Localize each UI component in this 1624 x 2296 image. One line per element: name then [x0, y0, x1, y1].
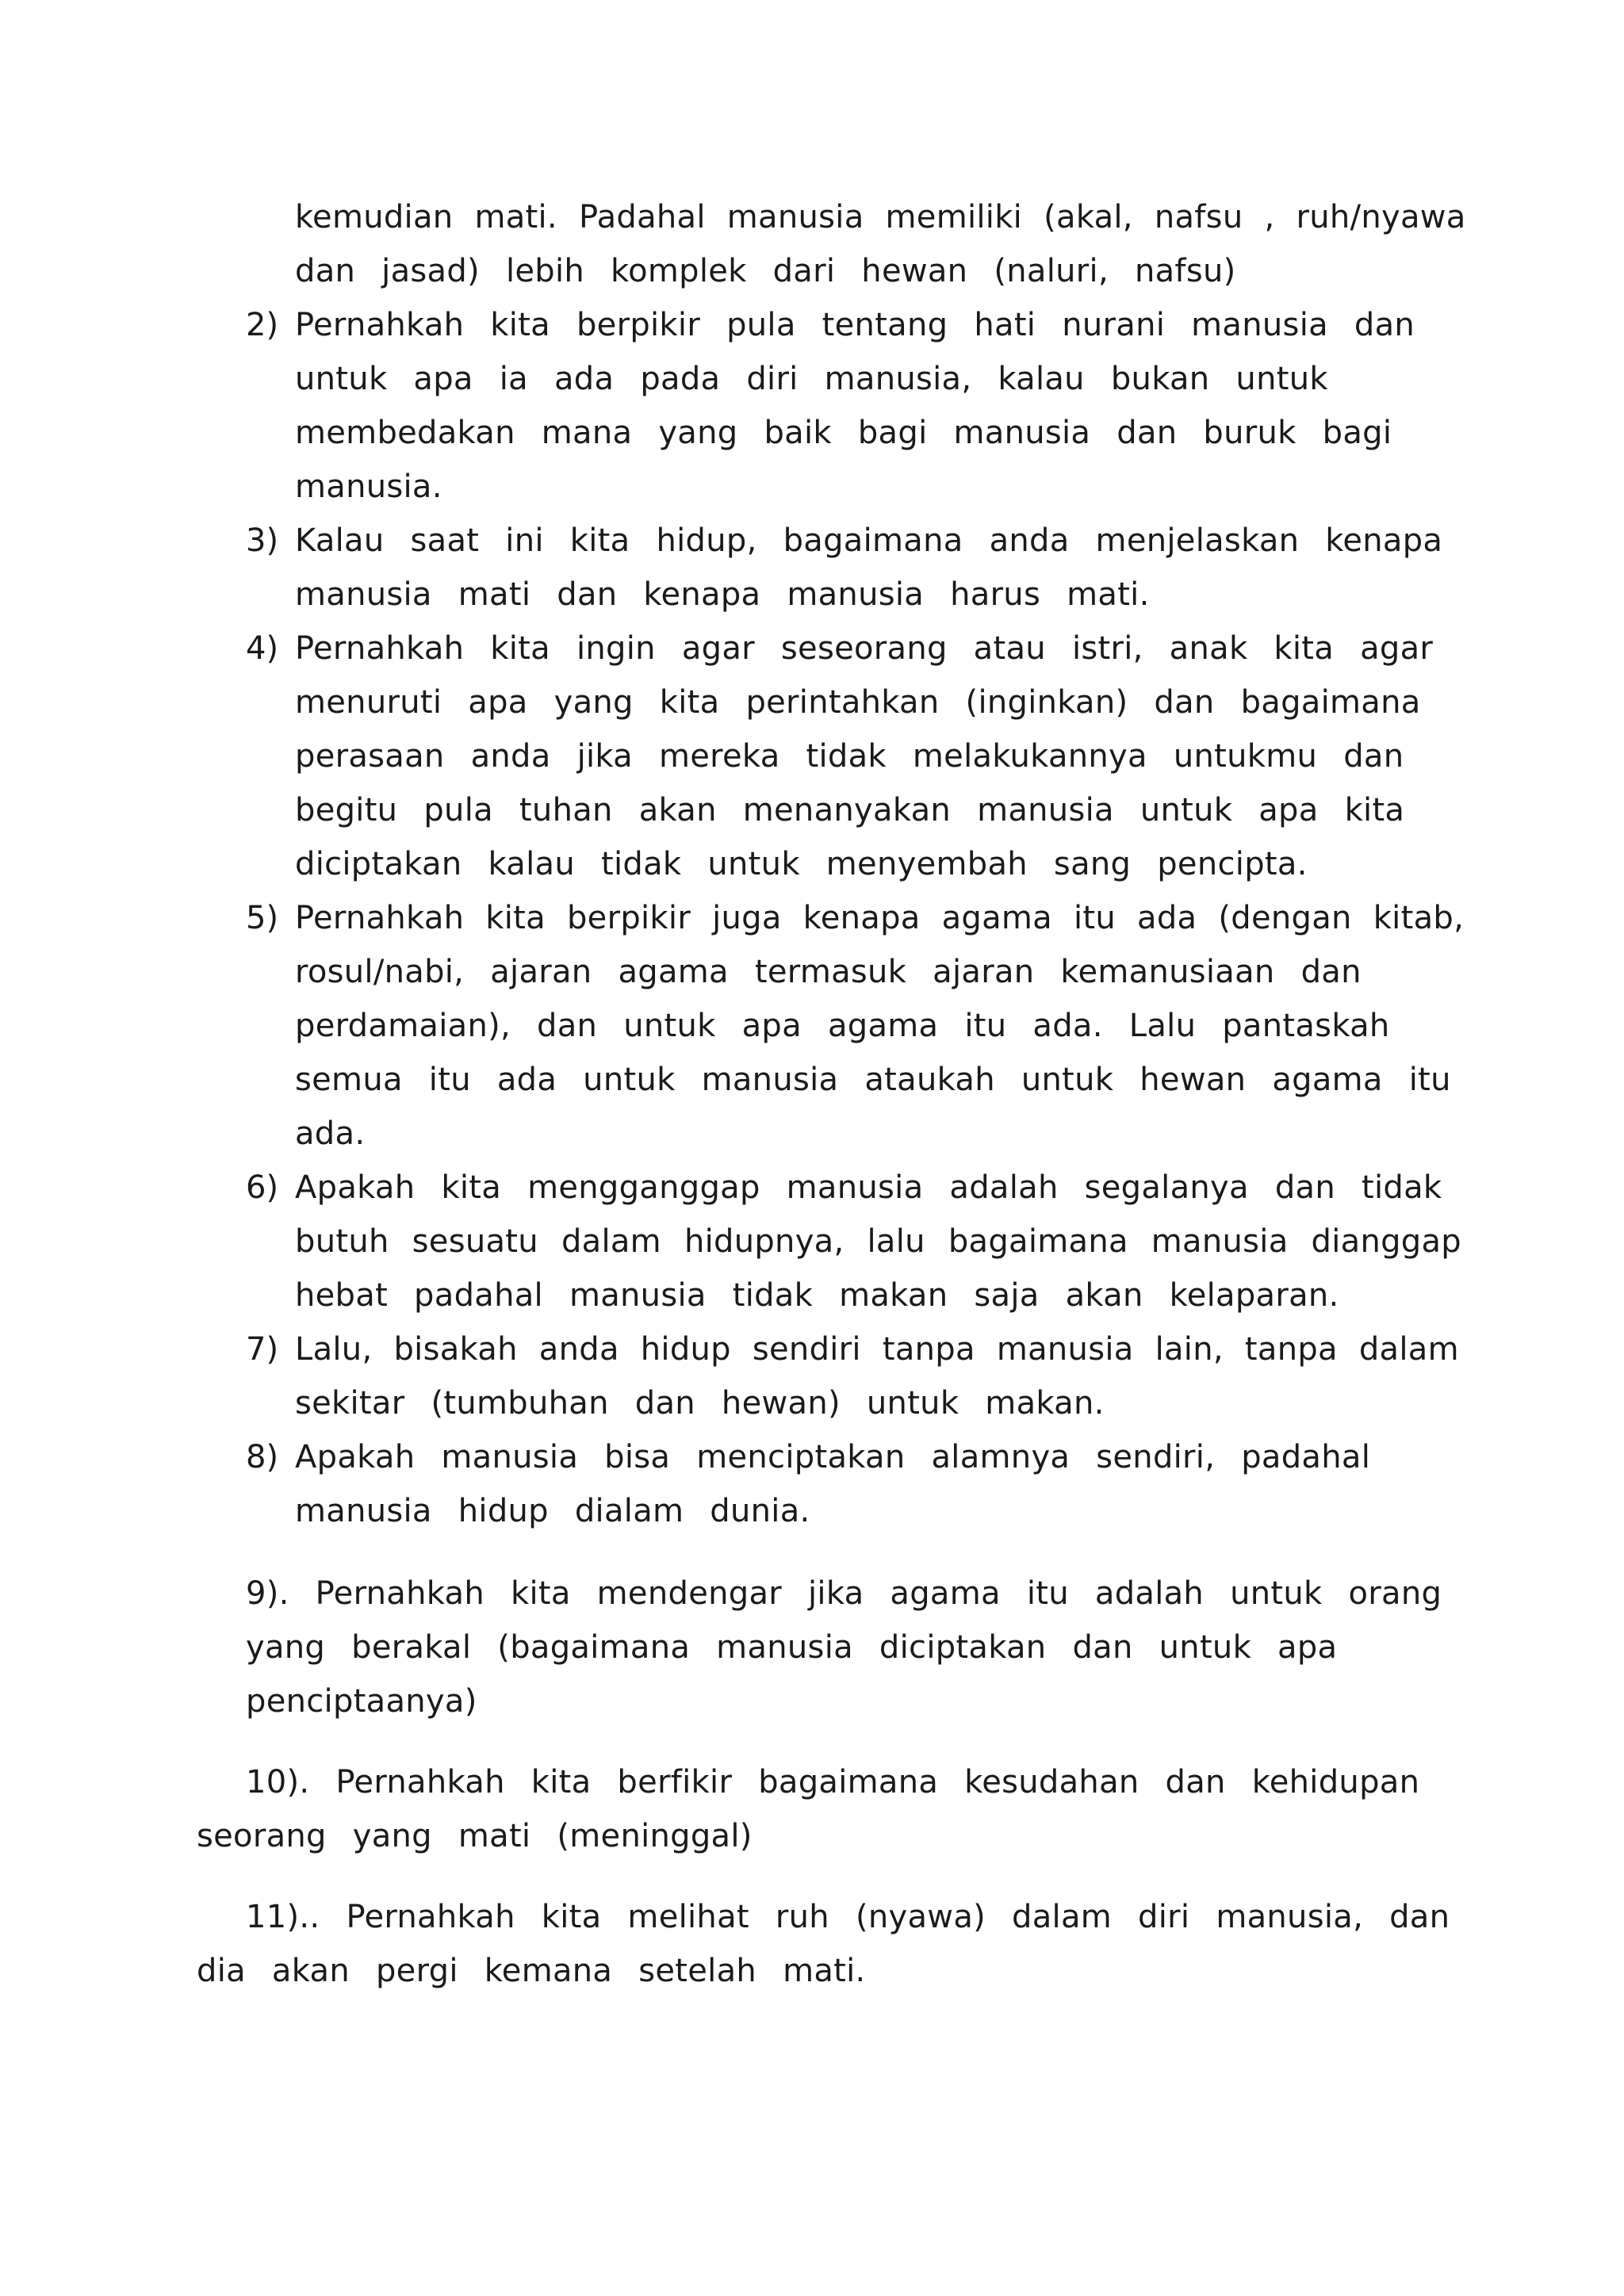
- text-line: diciptakan kalau tidak untuk menyembah sang pencipta.: [295, 846, 1308, 882]
- text-line: kemudian mati. Padahal manusia memiliki (akal, nafsu , ruh/nyawa: [295, 199, 1466, 235]
- text-line: butuh sesuatu dalam hidupnya, lalu bagaimana manusia dianggap: [295, 1223, 1462, 1260]
- text-line: membedakan mana yang baik bagi manusia dan buruk bagi: [295, 415, 1392, 451]
- text-line: dan jasad) lebih komplek dari hewan (naluri, nafsu): [295, 253, 1236, 289]
- text-line: semua itu ada untuk manusia ataukah untuk hewan agama itu: [295, 1062, 1451, 1098]
- text-line: 11).. Pernahkah kita melihat ruh (nyawa) dalam diri manusia, dan: [246, 1899, 1450, 1935]
- text-line: Lalu, bisakah anda hidup sendiri tanpa manusia lain, tanpa dalam: [295, 1331, 1459, 1368]
- list-number: 3): [246, 522, 279, 559]
- text-line: dia akan pergi kemana setelah mati.: [197, 1953, 866, 1989]
- list-number: 4): [246, 630, 279, 667]
- text-line: menuruti apa yang kita perintahkan (inginkan) dan bagaimana: [295, 684, 1421, 721]
- text-line: 10). Pernahkah kita berfikir bagaimana kesudahan dan kehidupan: [246, 1764, 1420, 1800]
- text-line: untuk apa ia ada pada diri manusia, kalau bukan untuk: [295, 361, 1328, 397]
- list-number: 7): [246, 1331, 279, 1368]
- text-line: ada.: [295, 1115, 366, 1152]
- text-line: Kalau saat ini kita hidup, bagaimana anda menjelaskan kenapa: [295, 522, 1443, 559]
- text-line: sekitar (tumbuhan dan hewan) untuk makan.: [295, 1385, 1105, 1422]
- text-line: manusia hidup dialam dunia.: [295, 1493, 810, 1529]
- list-number: 8): [246, 1439, 279, 1475]
- text-line: perasaan anda jika mereka tidak melakukannya untukmu dan: [295, 738, 1404, 775]
- text-line: begitu pula tuhan akan menanyakan manusia untuk apa kita: [295, 792, 1405, 828]
- text-line: Apakah kita mengganggap manusia adalah segalanya dan tidak: [295, 1169, 1442, 1206]
- text-line: rosul/nabi, ajaran agama termasuk ajaran kemanusiaan dan: [295, 954, 1362, 990]
- text-line: manusia mati dan kenapa manusia harus mati.: [295, 576, 1150, 613]
- text-line: Pernahkah kita ingin agar seseorang atau istri, anak kita agar: [295, 630, 1434, 667]
- list-number: 6): [246, 1169, 279, 1206]
- text-line: manusia.: [295, 469, 442, 505]
- text-line: Pernahkah kita berpikir pula tentang hati nurani manusia dan: [295, 307, 1415, 343]
- text-line: perdamaian), dan untuk apa agama itu ada. Lalu pantaskah: [295, 1008, 1390, 1044]
- text-line: seorang yang mati (meninggal): [197, 1818, 753, 1854]
- text-line: yang berakal (bagaimana manusia diciptakan dan untuk apa: [246, 1629, 1338, 1666]
- text-line: 9). Pernahkah kita mendengar jika agama itu adalah untuk orang: [246, 1575, 1442, 1612]
- text-line: Pernahkah kita berpikir juga kenapa agama itu ada (dengan kitab,: [295, 900, 1465, 936]
- text-line: Apakah manusia bisa menciptakan alamnya sendiri, padahal: [295, 1439, 1371, 1475]
- text-line: penciptaanya): [246, 1683, 477, 1720]
- list-number: 2): [246, 307, 279, 343]
- text-line: hebat padahal manusia tidak makan saja akan kelaparan.: [295, 1277, 1339, 1314]
- list-number: 5): [246, 900, 279, 936]
